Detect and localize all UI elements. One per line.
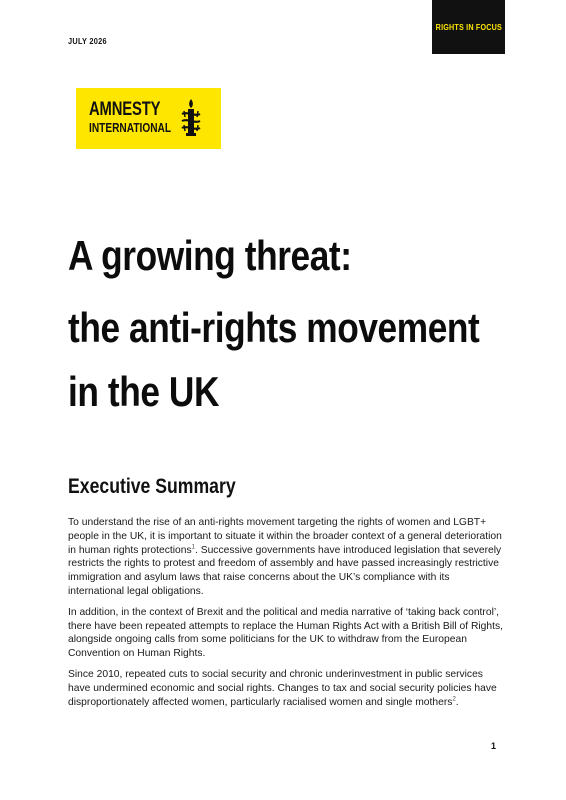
paragraph-3-text: Since 2010, repeated cuts to social security and chronic underinvestment in public services have undermined economic and social rights. Changes to tax and social security policies have disproportionately affected women, particularly racialised women and single mothers [68,668,497,708]
paragraph-2-text: In addition, in the context of Brexit and the political and media narrative of ‘taking back control’, there have been repeated attempts to replace the Human Rights Act with a British Bill of Rights, alongside ongoing calls from some politicians for the UK to withdraw from the European Convention on Human Rights. [68,606,503,660]
page-number: 1 [491,741,497,751]
executive-summary-body [68,516,508,716]
report-date: JULY 2026 [68,37,107,46]
report-title [68,224,480,424]
paragraph-1 [68,516,508,599]
paragraph-3-text-cont: . [455,696,459,708]
candle-barbed-wire-icon [179,97,203,139]
footnote-ref-1[interactable]: 1 [191,544,195,551]
series-tag-label: RIGHTS IN FOCUS [435,22,502,32]
paragraph-1-text-cont: . Successive governments have introduced legislation that severely restricts the rights to protest and freedom of assembly and have passed increasingly restrictive immigration and asylum laws that raise concerns about the UK’s compliance with its international legal obligations. [68,544,502,597]
series-tag [432,0,505,54]
title-line-3: in the UK [68,368,220,415]
paragraph-3 [68,668,508,709]
footnote-ref-2[interactable]: 2 [452,696,456,703]
section-heading: Executive Summary [68,475,236,498]
paragraph-1-text: To understand the rise of an anti-rights movement targeting the rights of women and LGBT+ people in the UK, it is important to situate it within the broader context of a general deterioration in human rights protections [68,517,502,556]
logo-line-2: INTERNATIONAL [89,120,172,135]
title-line-1: A growing threat: [68,232,352,279]
amnesty-logo [76,88,221,149]
title-line-2: the anti-rights movement [68,304,480,351]
paragraph-2 [68,606,508,661]
logo-line-1: AMNESTY [89,99,161,120]
